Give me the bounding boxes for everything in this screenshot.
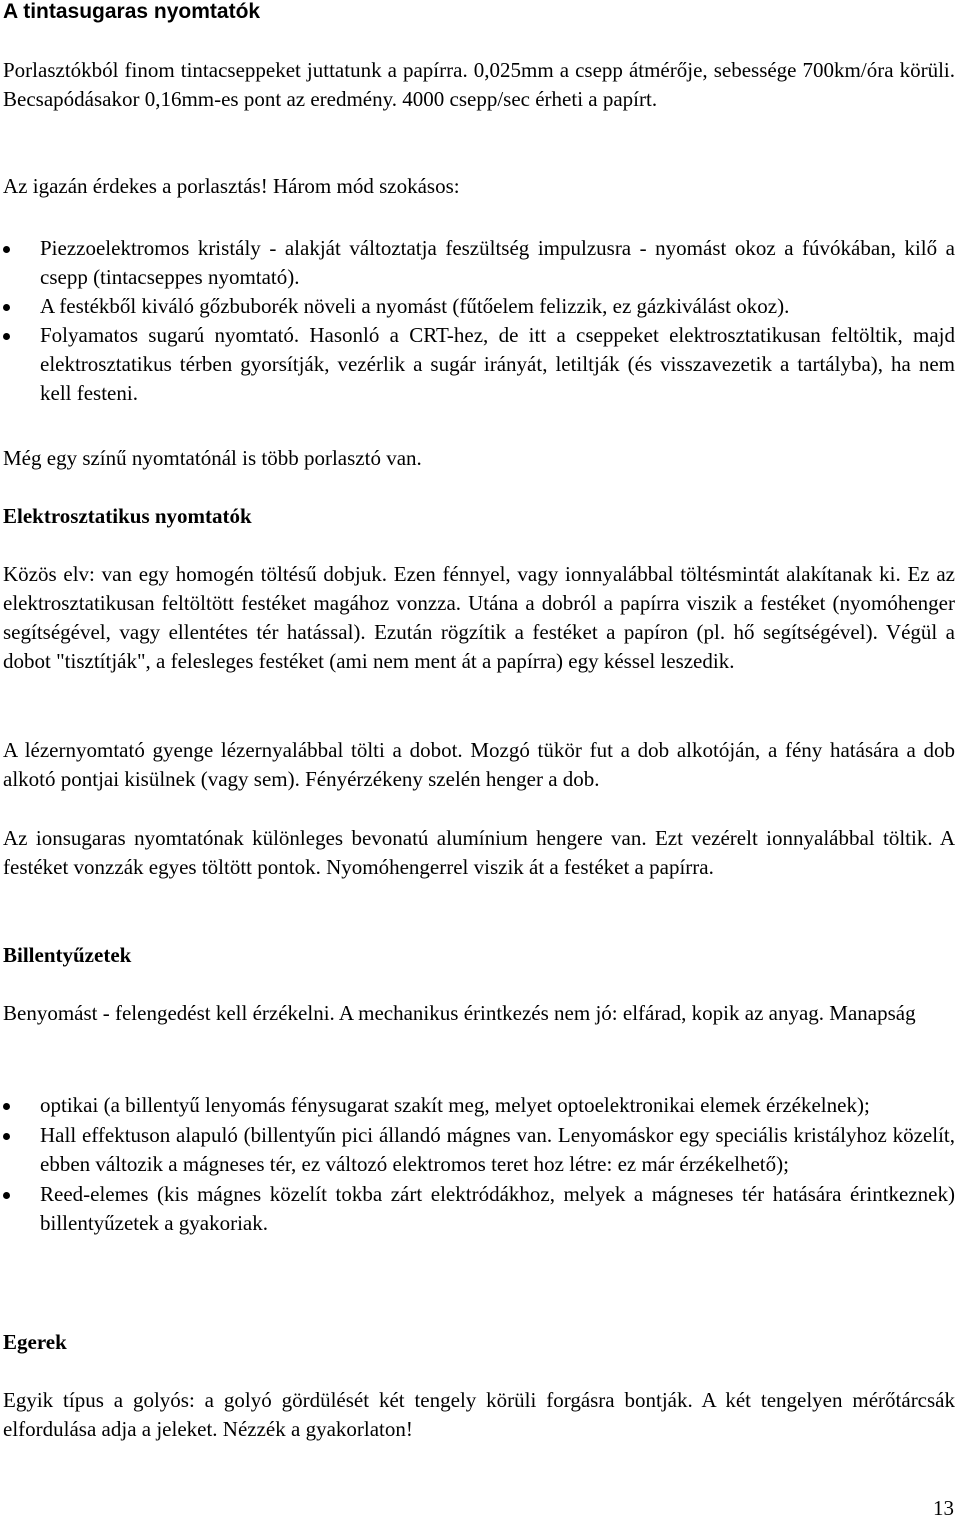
inkjet-modes-list xyxy=(3,234,955,408)
bullet-icon xyxy=(3,304,10,311)
keyboards-types-list xyxy=(3,1091,955,1238)
bullet-icon xyxy=(3,1192,10,1199)
list-item-text: Reed-elemes (kis mágnes közelít tokba zárt elektródákhoz, melyek a mágneses tér hatására érintkeznek) billentyűzetek a gyakoriak. xyxy=(40,1182,955,1235)
keyboards-title: Billentyűzetek xyxy=(3,943,132,967)
list-item-text: Piezzoelektromos kristály - alakját változtatja feszültség impulzusra - nyomást okoz a fúvókában, kilő a csepp (tintacseppes nyomtató). xyxy=(40,236,955,289)
list-item xyxy=(3,1091,955,1120)
inkjet-modes-intro: Az igazán érdekes a porlasztás! Három mód szokásos: xyxy=(3,174,460,198)
list-item-text: Folyamatos sugarú nyomtató. Hasonló a CRT-hez, de itt a cseppeket elektrosztatikusan feltöltik, majd elektrosztatikus térben gyorsítják, vezérlik a sugár irányát, letiltják (és visszavezetik a tartályba), ha nem kell festeni. xyxy=(40,323,955,405)
electrostatic-para1: Közös elv: van egy homogén töltésű dobjuk. Ezen fénnyel, vagy ionnyalábbal töltésmintát alakítanak ki. Ez az elektrosztatikusan feltöltött festéket magához vonzza. Utána a dobról a papírra viszik a festéket (nyomóhenger segítségével, vagy ellentétes tér hatással). Ezután rögzítik a festéket a papíron (pl. hő segítségével). Végül a dobot "tisztítják", a felesleges festéket (ami nem ment át a papírra) egy késsel leszedik. xyxy=(3,562,955,673)
electrostatic-para2: A lézernyomtató gyenge lézernyalábbal tölti a dobot. Mozgó tükör fut a dob alkotóján, a fény hatására a dob alkotó pontjai kisülnek (vagy sem). Fényérzékeny szelén henger a dob. xyxy=(3,738,955,791)
list-item xyxy=(3,321,955,408)
keyboards-intro: Benyomást - felengedést kell érzékelni. A mechanikus érintkezés nem jó: elfárad, kopik az anyag. Manapság xyxy=(3,1001,916,1025)
list-item-text: optikai (a billentyű lenyomás fénysugarat szakít meg, melyet optoelektronikai elemek érzékelnek); xyxy=(40,1093,870,1117)
inkjet-note: Még egy színű nyomtatónál is több porlasztó van. xyxy=(3,446,422,470)
inkjet-intro: Porlasztókból finom tintacseppeket juttatunk a papírra. 0,025mm a csepp átmérője, sebessége 700km/óra körüli. Becsapódásakor 0,16mm-es pont az eredmény. 4000 csepp/sec érheti a papírt. xyxy=(3,58,955,111)
electrostatic-para3: Az ionsugaras nyomtatónak különleges bevonatú alumínium hengere van. Ezt vezérelt ionnyalábbal töltik. A festéket vonzzák egyes töltött pontok. Nyomóhengerrel viszik át a festéket a papírra. xyxy=(3,826,955,879)
bullet-icon xyxy=(3,1103,10,1110)
list-item xyxy=(3,1180,955,1238)
page-number: 13 xyxy=(933,1496,954,1520)
inkjet-title: A tintasugaras nyomtatók xyxy=(3,0,261,23)
list-item-text: Hall effektuson alapuló (billentyűn pici állandó mágnes van. Lenyomáskor egy speciális kristályhoz közelít, ebben változik a mágneses tér, ez változó elektromos teret hoz létre: ez már érzékelhető); xyxy=(40,1123,955,1176)
bullet-icon xyxy=(3,1133,10,1140)
list-item xyxy=(3,292,955,321)
mice-title: Egerek xyxy=(3,1330,67,1354)
list-item xyxy=(3,1121,955,1179)
bullet-icon xyxy=(3,246,10,253)
list-item-text: A festékből kiváló gőzbuborék növeli a nyomást (fűtőelem felizzik, ez gázkiválást okoz). xyxy=(40,294,790,318)
mice-para: Egyik típus a golyós: a golyó gördülését két tengely körüli forgásra bontják. A két tengelyen mérőtárcsák elfordulása adja a jeleket. Nézzék a gyakorlaton! xyxy=(3,1388,955,1441)
bullet-icon xyxy=(3,333,10,340)
electrostatic-title: Elektrosztatikus nyomtatók xyxy=(3,504,252,528)
list-item xyxy=(3,234,955,292)
